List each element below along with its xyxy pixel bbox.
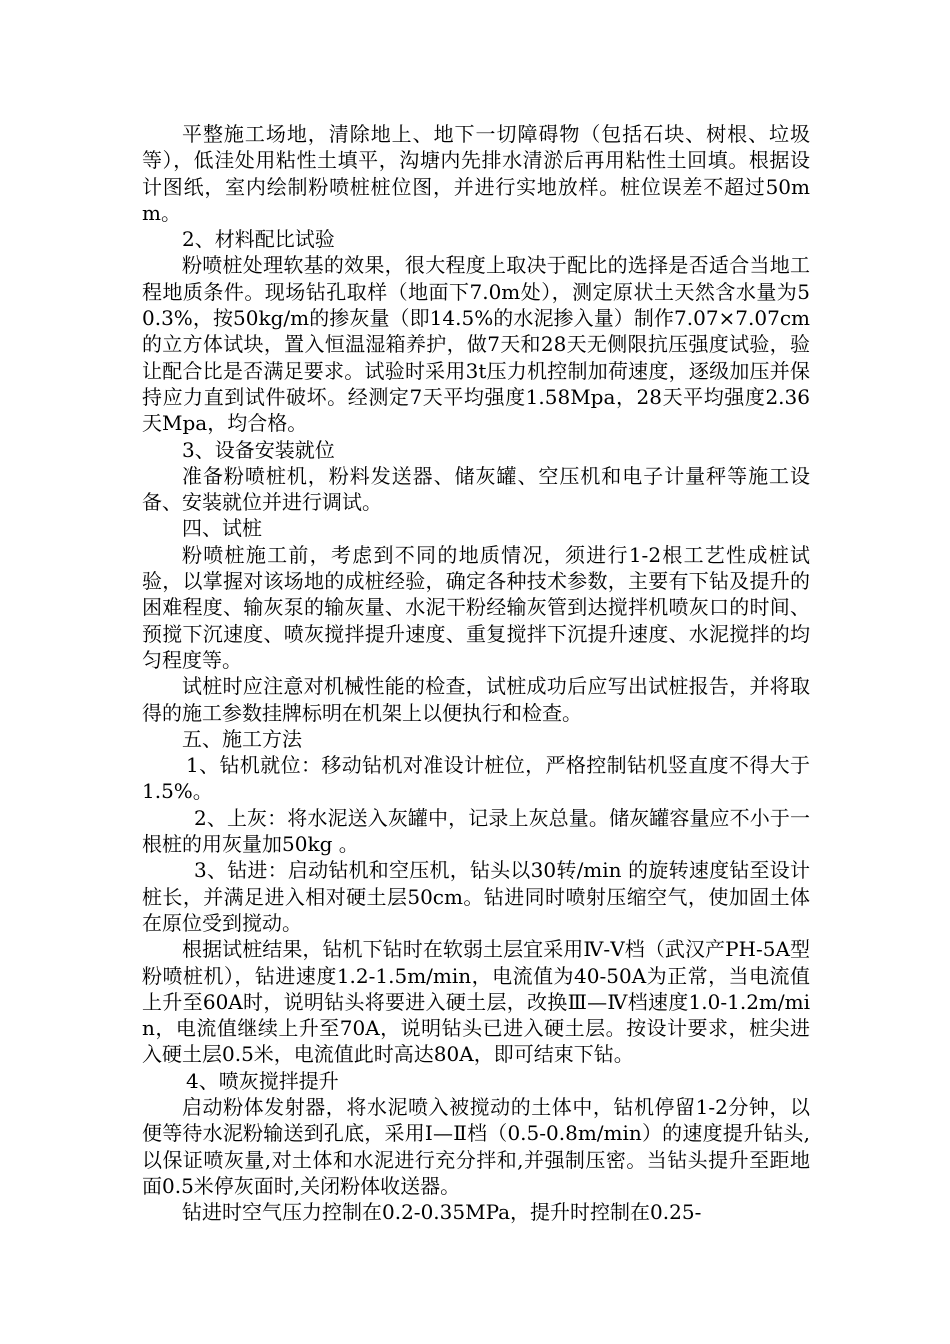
heading-mix-ratio-test: 2、材料配比试验	[182, 227, 335, 252]
paragraph-drilling: 3、钻进：启动钻机和空压机，钻头以30转/min 的旋转速度钻至设计桩长，并满足进入相对硬土层50cm。钻进同时喷射压缩空气，使加固土体在原位受到搅动。	[142, 858, 810, 935]
document-body	[142, 121, 810, 1225]
paragraph-spray-mix-lift: 启动粉体发射器，将水泥喷入被搅动的土体中，钻机停留1-2分钟，以便等待水泥粉输送到孔底，采用Ⅰ—Ⅱ档（0.5-0.8m/min）的速度提升钻头,以保证喷灰量,对土体和水泥进行充分拌和,并强制压密。当钻头提升至距地面0.5米停灰面时,关闭粉体收送器。	[142, 1094, 810, 1198]
heading-spray-mix-lift: 4、喷灰搅拌提升	[186, 1068, 339, 1093]
paragraph-equipment-installation: 准备粉喷桩机，粉料发送器、储灰罐、空压机和电子计量秤等施工设备、安装就位并进行调试。	[142, 463, 810, 515]
paragraph-site-preparation: 平整施工场地，清除地上、地下一切障碍物（包括石块、树根、垃圾等），低洼处用粘性土填平，沟塘内先排水清淤后再用粘性土回填。根据设计图纸，室内绘制粉喷桩桩位图，并进行实地放样。桩位误差不超过50mm。	[142, 122, 810, 225]
paragraph-air-pressure: 钻进时空气压力控制在0.2-0.35MPa，提升时控制在0.25-	[182, 1200, 702, 1225]
paragraph-test-pile-check: 试桩时应注意对机械性能的检查，试桩成功后应写出试桩报告，并将取得的施工参数挂牌标明在机架上以便执行和检查。	[142, 674, 810, 725]
paragraph-mix-ratio-test: 粉喷桩处理软基的效果，很大程度上取决于配比的选择是否适合当地工程地质条件。现场钻孔取样（地面下7.0m处），测定原状土天然含水量为50.3%，按50kg/m的掺灰量（即14.5%的水泥掺入量）制作7.07×7.07cm的立方体试块，置入恒温湿箱养护，做7天和28天无侧限抗压强度试验，验让配合比是否满足要求。试验时采用3t压力机控制加荷速度，逐级加压并保持应力直到试件破坏。经测定7天平均强度1.58Mpa，28天平均强度2.36天Mpa，均合格。	[142, 253, 810, 436]
paragraph-drilling-results: 根据试桩结果，钻机下钻时在软弱土层宜采用Ⅳ-Ⅴ档（武汉产PH-5A型粉喷桩机），钻进速度1.2-1.5m/min，电流值为40-50A为正常，当电流值上升至60A时，说明钻头将要进入硬土层，改换Ⅲ—Ⅳ档速度1.0-1.2m/min，电流值继续上升至70A，说明钻头已进入硬土层。按设计要求，桩尖进入硬土层0.5米，电流值此时高达80A，即可结束下钻。	[142, 937, 810, 1067]
paragraph-drill-positioning: 1、钻机就位：移动钻机对准设计桩位，严格控制钻机竖直度不得大于1.5%。	[142, 753, 810, 804]
heading-test-pile: 四、试桩	[182, 516, 262, 541]
paragraph-test-pile: 粉喷桩施工前，考虑到不同的地质情况，须进行1-2根工艺性成桩试验，以掌握对该场地的成桩经验，确定各种技术参数，主要有下钻及提升的困难程度、输灰泵的输灰量、水泥干粉经输灰管到达搅拌机喷灰口的时间、预搅下沉速度、喷灰搅拌提升速度、重复搅拌下沉提升速度、水泥搅拌的均匀程度等。	[142, 542, 810, 672]
paragraph-ash-loading: 2、上灰：将水泥送入灰罐中，记录上灰总量。储灰罐容量应不小于一根桩的用灰量加50kg 。	[142, 805, 810, 857]
heading-construction-method: 五、施工方法	[182, 726, 302, 751]
heading-equipment-installation: 3、设备安装就位	[182, 437, 335, 462]
